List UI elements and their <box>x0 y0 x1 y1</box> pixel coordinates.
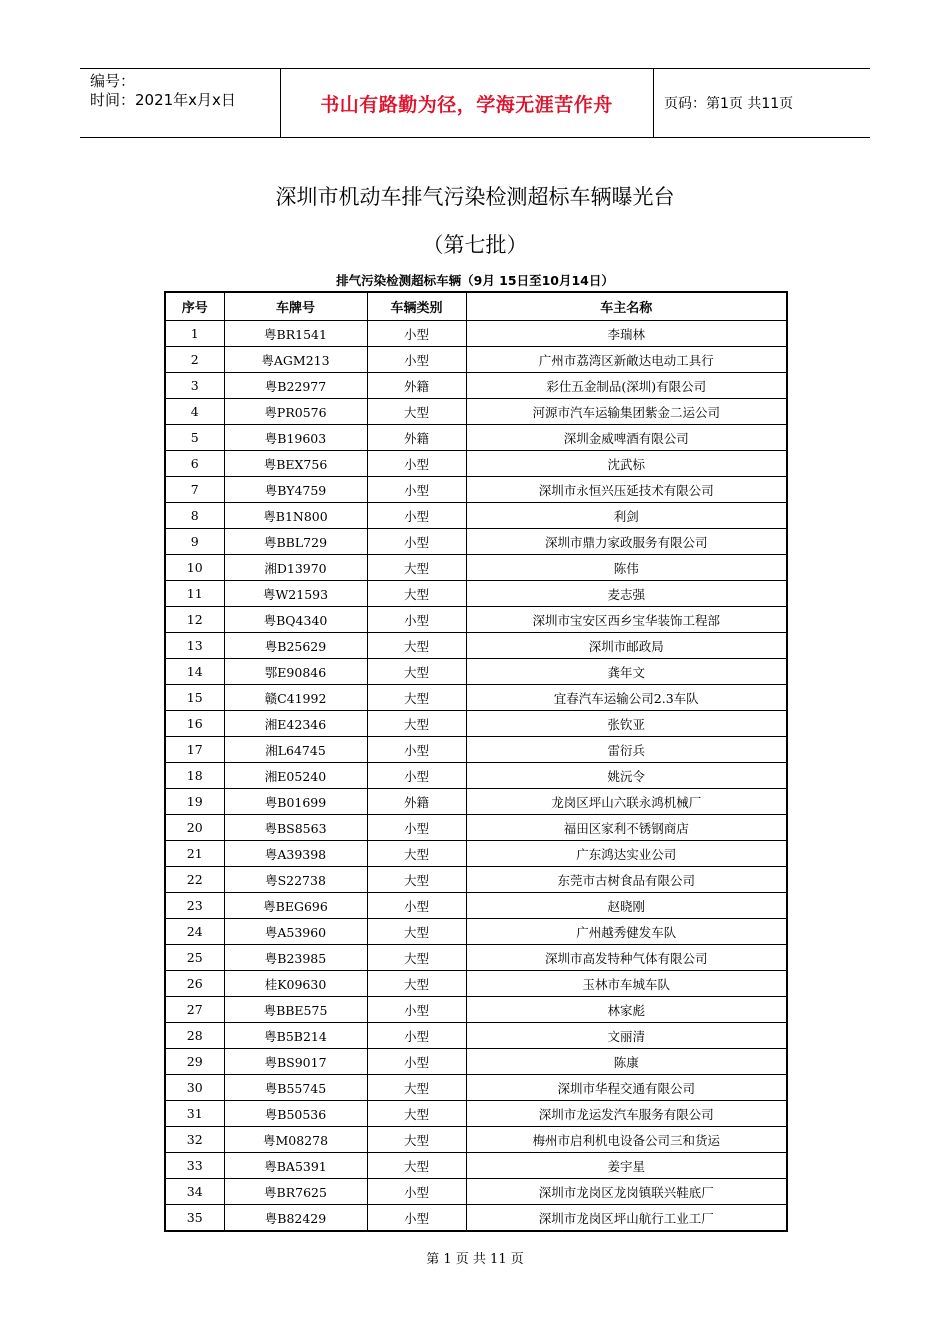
vehicle-category: 大型 <box>367 971 466 997</box>
owner-name: 姜宇星 <box>466 1153 787 1179</box>
owner-name: 宜春汽车运输公司2.3车队 <box>466 685 787 711</box>
vehicle-category: 大型 <box>367 711 466 737</box>
license-plate: 粤B1N800 <box>224 503 367 529</box>
table-row <box>165 347 787 373</box>
table-row <box>165 763 787 789</box>
owner-name: 陈伟 <box>466 555 787 581</box>
table-row <box>165 1127 787 1153</box>
row-index: 15 <box>165 685 224 711</box>
vehicle-category: 小型 <box>367 815 466 841</box>
vehicle-category: 大型 <box>367 1153 466 1179</box>
table-row <box>165 893 787 919</box>
row-index: 16 <box>165 711 224 737</box>
owner-name: 文丽清 <box>466 1023 787 1049</box>
row-index: 3 <box>165 373 224 399</box>
vehicle-table <box>164 291 788 1232</box>
owner-name: 深圳金威啤酒有限公司 <box>466 425 787 451</box>
owner-name: 雷衍兵 <box>466 737 787 763</box>
license-plate: 粤B55745 <box>224 1075 367 1101</box>
license-plate: 粤W21593 <box>224 581 367 607</box>
owner-name: 姚沅令 <box>466 763 787 789</box>
license-plate: 粤BEG696 <box>224 893 367 919</box>
vehicle-category: 小型 <box>367 477 466 503</box>
vehicle-category: 小型 <box>367 321 466 347</box>
vehicle-category: 大型 <box>367 633 466 659</box>
license-plate: 鄂E90846 <box>224 659 367 685</box>
license-plate: 粤B23985 <box>224 945 367 971</box>
license-plate: 湘E05240 <box>224 763 367 789</box>
owner-name: 广东鸿达实业公司 <box>466 841 787 867</box>
table-row <box>165 1049 787 1075</box>
license-plate: 粤S22738 <box>224 867 367 893</box>
header-plate: 车牌号 <box>224 292 367 321</box>
license-plate: 粤B25629 <box>224 633 367 659</box>
license-plate: 粤M08278 <box>224 1127 367 1153</box>
header-category: 车辆类别 <box>367 292 466 321</box>
row-index: 31 <box>165 1101 224 1127</box>
header-index: 序号 <box>165 292 224 321</box>
owner-name: 东莞市古树食品有限公司 <box>466 867 787 893</box>
table-row <box>165 425 787 451</box>
row-index: 10 <box>165 555 224 581</box>
vehicle-category: 大型 <box>367 945 466 971</box>
license-plate: 粤BR7625 <box>224 1179 367 1205</box>
row-index: 24 <box>165 919 224 945</box>
table-row <box>165 685 787 711</box>
owner-name: 龚年文 <box>466 659 787 685</box>
license-plate: 粤BR1541 <box>224 321 367 347</box>
row-index: 14 <box>165 659 224 685</box>
owner-name: 深圳市华程交通有限公司 <box>466 1075 787 1101</box>
vehicle-category: 小型 <box>367 607 466 633</box>
table-row <box>165 555 787 581</box>
table-row <box>165 1153 787 1179</box>
vehicle-category: 大型 <box>367 919 466 945</box>
table-row <box>165 711 787 737</box>
vehicle-category: 小型 <box>367 737 466 763</box>
table-header-row <box>165 292 787 321</box>
table-row <box>165 1075 787 1101</box>
vehicle-category: 大型 <box>367 581 466 607</box>
license-plate: 桂K09630 <box>224 971 367 997</box>
license-plate: 粤BQ4340 <box>224 607 367 633</box>
vehicle-category: 大型 <box>367 685 466 711</box>
row-index: 29 <box>165 1049 224 1075</box>
vehicle-category: 小型 <box>367 347 466 373</box>
owner-name: 深圳市龙运发汽车服务有限公司 <box>466 1101 787 1127</box>
row-index: 33 <box>165 1153 224 1179</box>
row-index: 27 <box>165 997 224 1023</box>
row-index: 8 <box>165 503 224 529</box>
table-row <box>165 529 787 555</box>
owner-name: 龙岗区坪山六联永鸿机械厂 <box>466 789 787 815</box>
table-body <box>165 321 787 1232</box>
license-plate: 粤BS8563 <box>224 815 367 841</box>
vehicle-category: 大型 <box>367 399 466 425</box>
owner-name: 深圳市龙岗区坪山航行工业工厂 <box>466 1205 787 1232</box>
license-plate: 粤BBL729 <box>224 529 367 555</box>
row-index: 2 <box>165 347 224 373</box>
owner-name: 深圳市宝安区西乡宝华装饰工程部 <box>466 607 787 633</box>
table-row <box>165 1179 787 1205</box>
license-plate: 粤B50536 <box>224 1101 367 1127</box>
page-header <box>80 68 870 138</box>
vehicle-category: 大型 <box>367 1075 466 1101</box>
owner-name: 张钦亚 <box>466 711 787 737</box>
table-row <box>165 503 787 529</box>
vehicle-category: 大型 <box>367 1127 466 1153</box>
owner-name: 沈武标 <box>466 451 787 477</box>
table-row <box>165 659 787 685</box>
row-index: 34 <box>165 1179 224 1205</box>
table-row <box>165 373 787 399</box>
license-plate: 粤B5B214 <box>224 1023 367 1049</box>
vehicle-category: 小型 <box>367 1023 466 1049</box>
table-row <box>165 321 787 347</box>
license-plate: 粤B19603 <box>224 425 367 451</box>
table-row <box>165 971 787 997</box>
vehicle-category: 大型 <box>367 841 466 867</box>
table-row <box>165 737 787 763</box>
table-row <box>165 1205 787 1232</box>
license-plate: 粤AGM213 <box>224 347 367 373</box>
page-info: 页码：第1页 共11页 <box>664 96 794 112</box>
vehicle-category: 大型 <box>367 659 466 685</box>
table-row <box>165 789 787 815</box>
code-label: 编号： <box>90 72 136 90</box>
license-plate: 粤B82429 <box>224 1205 367 1232</box>
license-plate: 湘D13970 <box>224 555 367 581</box>
license-plate: 赣C41992 <box>224 685 367 711</box>
vehicle-category: 小型 <box>367 503 466 529</box>
table-row <box>165 1023 787 1049</box>
owner-name: 深圳市高发特种气体有限公司 <box>466 945 787 971</box>
vehicle-category: 大型 <box>367 1101 466 1127</box>
table-row <box>165 867 787 893</box>
owner-name: 梅州市启利机电设备公司三和货运 <box>466 1127 787 1153</box>
license-plate: 粤A53960 <box>224 919 367 945</box>
owner-name: 麦志强 <box>466 581 787 607</box>
row-index: 28 <box>165 1023 224 1049</box>
table-row <box>165 815 787 841</box>
owner-name: 彩仕五金制品(深圳)有限公司 <box>466 373 787 399</box>
owner-name: 深圳市邮政局 <box>466 633 787 659</box>
vehicle-category: 小型 <box>367 529 466 555</box>
owner-name: 玉林市车城车队 <box>466 971 787 997</box>
vehicle-category: 外籍 <box>367 425 466 451</box>
header-meta <box>80 69 281 137</box>
row-index: 32 <box>165 1127 224 1153</box>
row-index: 6 <box>165 451 224 477</box>
owner-name: 利剑 <box>466 503 787 529</box>
license-plate: 粤BBE575 <box>224 997 367 1023</box>
table-row <box>165 1101 787 1127</box>
row-index: 19 <box>165 789 224 815</box>
row-index: 22 <box>165 867 224 893</box>
owner-name: 深圳市龙岗区龙岗镇联兴鞋底厂 <box>466 1179 787 1205</box>
table-row <box>165 633 787 659</box>
table-row <box>165 945 787 971</box>
row-index: 25 <box>165 945 224 971</box>
owner-name: 广州市荔湾区新敵达电动工具行 <box>466 347 787 373</box>
license-plate: 粤B01699 <box>224 789 367 815</box>
vehicle-category: 小型 <box>367 997 466 1023</box>
license-plate: 粤PR0576 <box>224 399 367 425</box>
license-plate: 湘E42346 <box>224 711 367 737</box>
license-plate: 粤BEX756 <box>224 451 367 477</box>
table-row <box>165 581 787 607</box>
row-index: 11 <box>165 581 224 607</box>
owner-name: 赵晓刚 <box>466 893 787 919</box>
license-plate: 粤B22977 <box>224 373 367 399</box>
row-index: 35 <box>165 1205 224 1232</box>
row-index: 21 <box>165 841 224 867</box>
license-plate: 粤BA5391 <box>224 1153 367 1179</box>
row-index: 13 <box>165 633 224 659</box>
license-plate: 粤BY4759 <box>224 477 367 503</box>
vehicle-category: 小型 <box>367 1205 466 1232</box>
license-plate: 粤A39398 <box>224 841 367 867</box>
license-plate: 湘L64745 <box>224 737 367 763</box>
row-index: 9 <box>165 529 224 555</box>
table-row <box>165 841 787 867</box>
row-index: 7 <box>165 477 224 503</box>
owner-name: 深圳市永恒兴压延技术有限公司 <box>466 477 787 503</box>
document-title: 深圳市机动车排气污染检测超标车辆曝光台 <box>275 185 675 209</box>
vehicle-category: 小型 <box>367 1049 466 1075</box>
row-index: 26 <box>165 971 224 997</box>
owner-name: 深圳市鼎力家政服务有限公司 <box>466 529 787 555</box>
row-index: 4 <box>165 399 224 425</box>
owner-name: 林家彪 <box>466 997 787 1023</box>
row-index: 18 <box>165 763 224 789</box>
owner-name: 广州越秀健发车队 <box>466 919 787 945</box>
vehicle-category: 大型 <box>367 555 466 581</box>
vehicle-category: 外籍 <box>367 789 466 815</box>
owner-name: 李瑞林 <box>466 321 787 347</box>
row-index: 12 <box>165 607 224 633</box>
row-index: 1 <box>165 321 224 347</box>
vehicle-category: 小型 <box>367 451 466 477</box>
row-index: 20 <box>165 815 224 841</box>
motto: 书山有路勤为径，学海无涯苦作舟 <box>280 69 654 137</box>
owner-name: 陈康 <box>466 1049 787 1075</box>
table-row <box>165 399 787 425</box>
row-index: 30 <box>165 1075 224 1101</box>
row-index: 5 <box>165 425 224 451</box>
row-index: 17 <box>165 737 224 763</box>
header-owner: 车主名称 <box>466 292 787 321</box>
table-caption: 排气污染检测超标车辆（9月 15日至10月14日） <box>336 273 614 288</box>
batch-label: （第七批） <box>422 233 528 257</box>
table-row <box>165 451 787 477</box>
table-row <box>165 477 787 503</box>
table-row <box>165 919 787 945</box>
time-label: 时间：2021年x月x日 <box>90 91 236 109</box>
table-row <box>165 997 787 1023</box>
table-row <box>165 607 787 633</box>
row-index: 23 <box>165 893 224 919</box>
vehicle-category: 小型 <box>367 763 466 789</box>
page-footer: 第 1 页 共 11 页 <box>426 1252 524 1267</box>
vehicle-category: 外籍 <box>367 373 466 399</box>
owner-name: 福田区家利不锈钢商店 <box>466 815 787 841</box>
vehicle-category: 大型 <box>367 867 466 893</box>
vehicle-category: 小型 <box>367 1179 466 1205</box>
owner-name: 河源市汽车运输集团紫金二运公司 <box>466 399 787 425</box>
license-plate: 粤BS9017 <box>224 1049 367 1075</box>
vehicle-category: 小型 <box>367 893 466 919</box>
